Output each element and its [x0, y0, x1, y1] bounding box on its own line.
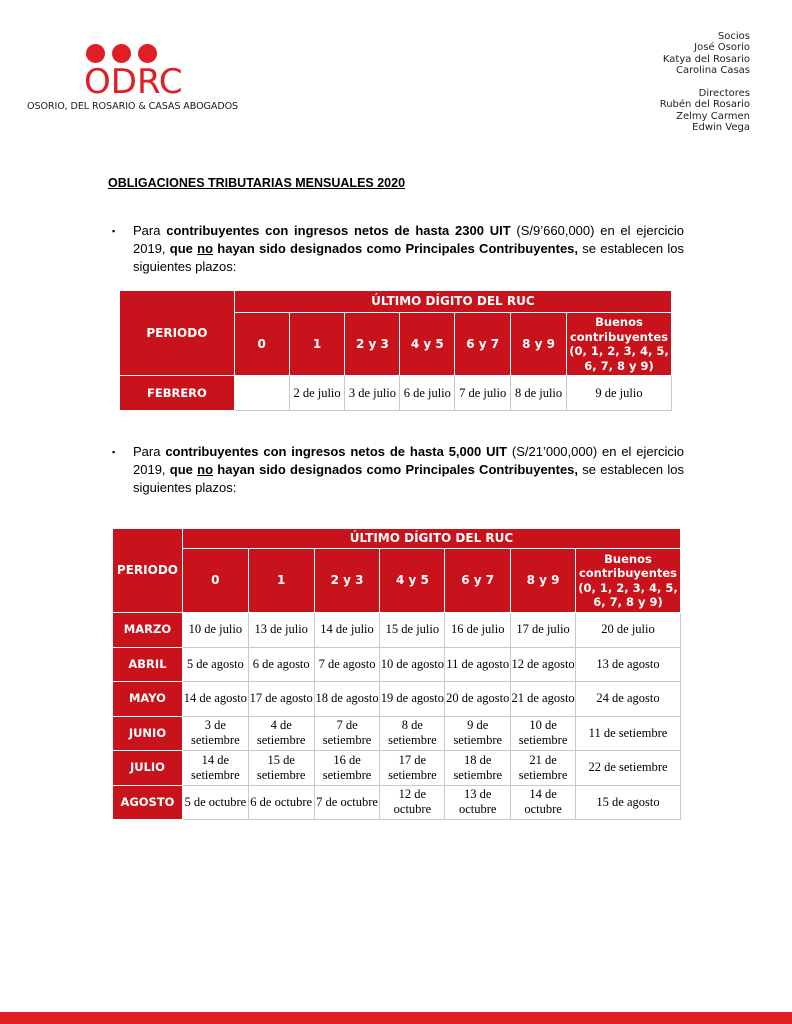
partners-block [660, 31, 750, 133]
column-header-buenos-contribuyentes: Buenos contribuyentes (0, 1, 2, 3, 4, 5, 6, 7, 8 y 9) [566, 313, 671, 376]
deadline-cell [234, 376, 289, 411]
deadline-cell: 21 de setiembre [511, 751, 576, 786]
deadline-cell: 18 de agosto [314, 682, 380, 717]
column-header-buenos-contribuyentes: Buenos contribuyentes (0, 1, 2, 3, 4, 5, 6, 7, 8 y 9) [576, 549, 681, 613]
deadline-cell: 13 de octubre [445, 785, 511, 820]
deadline-cell: 7 de agosto [314, 647, 380, 682]
logo-dot [112, 44, 131, 63]
deadline-cell: 3 de setiembre [182, 716, 248, 751]
table-row [113, 613, 681, 648]
periodo-header: PERIODO [120, 291, 235, 376]
column-header: 0 [234, 313, 289, 376]
period-cell: JULIO [113, 751, 183, 786]
period-cell: MAYO [113, 682, 183, 717]
column-header: 8 y 9 [511, 313, 567, 376]
column-header: 2 y 3 [314, 549, 380, 613]
period-cell: AGOSTO [113, 785, 183, 820]
deadline-cell: 15 de setiembre [248, 751, 314, 786]
ruc-digit-group-header: ÚLTIMO DÍGITO DEL RUC [234, 291, 671, 313]
deadline-cell: 5 de octubre [182, 785, 248, 820]
deadline-cell: 11 de setiembre [576, 716, 681, 751]
deadline-cell: 9 de setiembre [445, 716, 511, 751]
deadline-cell: 3 de julio [345, 376, 400, 411]
deadline-cell: 5 de agosto [182, 647, 248, 682]
column-header: 6 y 7 [455, 313, 511, 376]
deadline-cell: 20 de agosto [445, 682, 511, 717]
table-row [113, 751, 681, 786]
firm-name: OSORIO, DEL ROSARIO & CASAS ABOGADOS [27, 101, 239, 112]
deadline-cell: 17 de julio [511, 613, 576, 648]
deadline-cell: 17 de agosto [248, 682, 314, 717]
table-row [120, 376, 672, 411]
deadline-cell: 24 de agosto [576, 682, 681, 717]
deadline-cell: 12 de octubre [380, 785, 445, 820]
column-header: 8 y 9 [511, 549, 576, 613]
deadline-cell: 17 de setiembre [380, 751, 445, 786]
deadline-cell: 12 de agosto [511, 647, 576, 682]
deadline-cell: 21 de agosto [511, 682, 576, 717]
ruc-digit-group-header: ÚLTIMO DÍGITO DEL RUC [182, 529, 680, 549]
directors-label: Directores [698, 88, 750, 100]
deadline-cell: 8 de julio [511, 376, 567, 411]
deadline-cell: 20 de julio [576, 613, 681, 648]
paragraph-2 [112, 443, 684, 497]
bullet-icon: ▪ [112, 226, 116, 236]
deadline-cell: 4 de setiembre [248, 716, 314, 751]
deadline-cell: 7 de setiembre [314, 716, 380, 751]
deadline-cell: 8 de setiembre [380, 716, 445, 751]
deadline-cell: 6 de agosto [248, 647, 314, 682]
column-header: 1 [248, 549, 314, 613]
column-header: 4 y 5 [400, 313, 455, 376]
deadline-cell: 6 de julio [400, 376, 455, 411]
logo-dot [86, 44, 105, 63]
deadline-table-2 [112, 528, 681, 820]
bullet-icon: ▪ [112, 447, 116, 457]
paragraph-1 [112, 222, 684, 276]
deadline-cell: 7 de julio [455, 376, 511, 411]
deadline-cell: 11 de agosto [445, 647, 511, 682]
deadline-cell: 13 de agosto [576, 647, 681, 682]
table-row [113, 647, 681, 682]
deadline-cell: 19 de agosto [380, 682, 445, 717]
deadline-cell: 13 de julio [248, 613, 314, 648]
column-header: 2 y 3 [345, 313, 400, 376]
deadline-cell: 2 de julio [289, 376, 345, 411]
logo-wordmark: ODRC [84, 62, 183, 102]
deadline-cell: 14 de julio [314, 613, 380, 648]
paragraph-text: Para contribuyentes con ingresos netos de hasta 2300 UIT (S/9’660,000) en el ejercicio 2019, que no hayan sido designados como Principales Contribuyentes, se establecen los siguientes plazos: [133, 223, 684, 274]
partner-name: José Osorio [694, 42, 750, 54]
deadline-cell: 16 de setiembre [314, 751, 380, 786]
table-row [113, 682, 681, 717]
deadline-cell: 15 de agosto [576, 785, 681, 820]
logo-dots [86, 44, 176, 64]
deadline-cell: 18 de setiembre [445, 751, 511, 786]
deadline-cell: 9 de julio [566, 376, 671, 411]
periodo-header: PERIODO [113, 529, 183, 613]
director-name: Zelmy Carmen [676, 110, 750, 122]
deadline-cell: 10 de setiembre [511, 716, 576, 751]
deadline-cell: 10 de agosto [380, 647, 445, 682]
deadline-cell: 16 de julio [445, 613, 511, 648]
deadline-cell: 14 de agosto [182, 682, 248, 717]
period-cell: JUNIO [113, 716, 183, 751]
column-header: 1 [289, 313, 345, 376]
table-row [113, 785, 681, 820]
deadline-table-1 [119, 290, 672, 411]
column-header: 0 [182, 549, 248, 613]
table-row [113, 716, 681, 751]
period-cell: FEBRERO [120, 376, 235, 411]
partners-label: Socios [717, 31, 750, 42]
director-name: Rubén del Rosario [659, 99, 750, 111]
deadline-cell: 10 de julio [182, 613, 248, 648]
column-header: 6 y 7 [445, 549, 511, 613]
document-title: OBLIGACIONES TRIBUTARIAS MENSUALES 2020 [108, 176, 406, 190]
deadline-cell: 14 de octubre [511, 785, 576, 820]
deadline-cell: 7 de octubre [314, 785, 380, 820]
logo-dot [138, 44, 157, 63]
deadline-cell: 14 de setiembre [182, 751, 248, 786]
period-cell: MARZO [113, 613, 183, 648]
footer-bar [0, 1012, 792, 1024]
paragraph-text: Para contribuyentes con ingresos netos de hasta 5,000 UIT (S/21’000,000) en el ejercicio 2019, que no hayan sido designados como Principales Contribuyentes, se establecen los siguientes plazos: [133, 444, 684, 495]
director-name: Edwin Vega [692, 122, 750, 134]
period-cell: ABRIL [113, 647, 183, 682]
column-header: 4 y 5 [380, 549, 445, 613]
deadline-cell: 6 de octubre [248, 785, 314, 820]
partner-name: Carolina Casas [676, 64, 750, 76]
deadline-cell: 22 de setiembre [576, 751, 681, 786]
partner-name: Katya del Rosario [662, 53, 750, 65]
deadline-cell: 15 de julio [380, 613, 445, 648]
